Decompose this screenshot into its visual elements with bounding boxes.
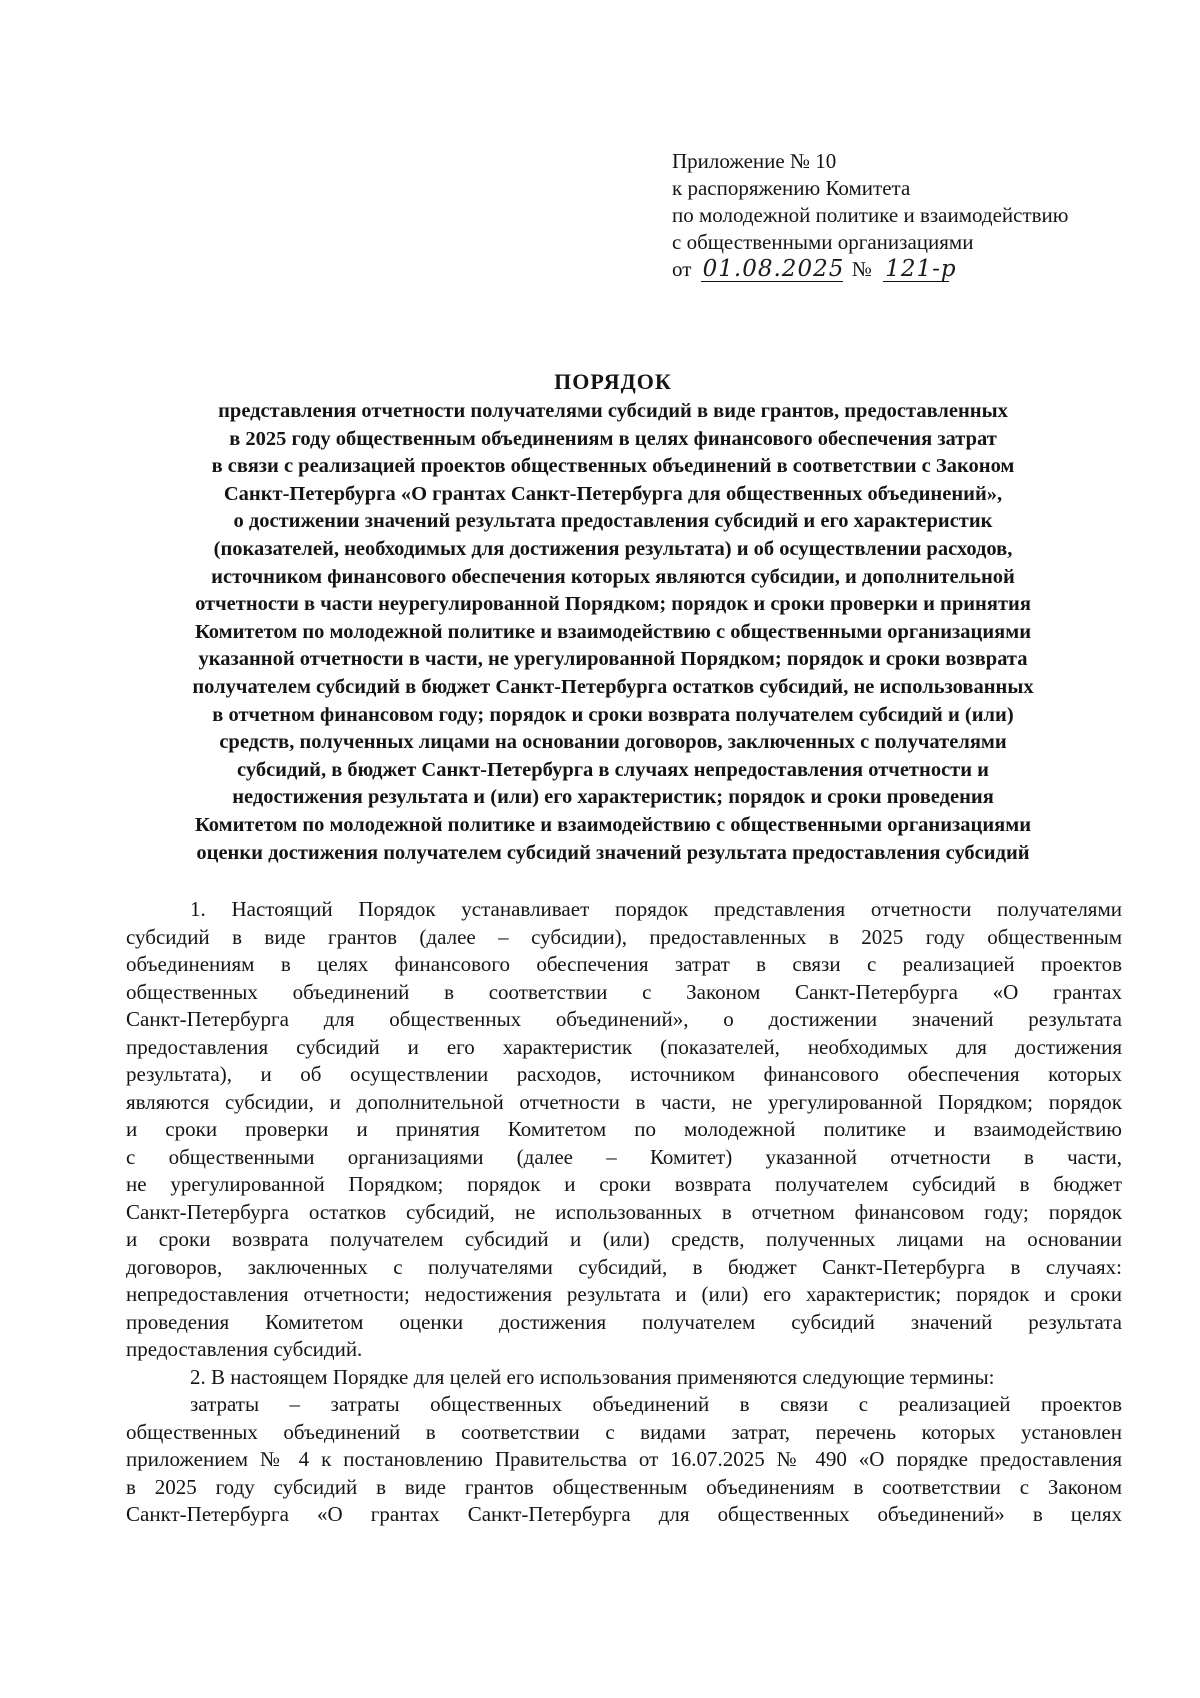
paragraph-1-line: общественных объединений в соответствии с Законом Санкт-Петербурга «О грантах [126,979,1122,1004]
appendix-line-1: Приложение № 10 [672,149,837,173]
paragraph-1-line: субсидий в виде грантов (далее – субсидии), предоставленных в 2025 году общественным [126,924,1122,949]
title-line: оценки достижения получателем субсидий значений результата предоставления субсидий [196,841,1030,864]
paragraph-1-line: проведения Комитетом оценки достижения получателем субсидий значений результата [126,1309,1122,1334]
title-line: указанной отчетности в части, не урегулированной Порядком; порядок и сроки возврата [198,648,1028,671]
title-line: Комитетом по молодежной политике и взаимодействию с общественными организациями [194,813,1032,836]
paragraph-1-line: договоров, заключенных с получателями субсидий, в бюджет Санкт-Петербурга в случаях: [126,1254,1122,1279]
title-line: в связи с реализацией проектов общественных объединений в соответствии с Законом [211,455,1015,478]
title-line: представления отчетности получателями субсидий в виде грантов, предоставленных [218,400,1008,422]
paragraph-3-line: Санкт-Петербурга «О грантах Санкт-Петербурга для общественных объединений» в целях [126,1502,1122,1526]
title-line: недостижения результата и (или) его характеристик; порядок и сроки проведения [232,786,994,809]
paragraph-3-line: в 2025 году субсидий в виде грантов общественным объединениям в соответствии с Законом [126,1474,1122,1499]
title-line: Санкт-Петербурга «О грантах Санкт-Петербурга для общественных объединений», [223,482,1003,505]
paragraph-1-line: Санкт-Петербурга остатков субсидий, не использованных в отчетном финансовом году; порядок [126,1199,1122,1224]
from-label: от [672,257,692,281]
paragraph-1-line: предоставления субсидий и его характеристик (показателей, необходимых для достижения [126,1034,1122,1059]
title-line: в 2025 году общественным объединениям в целях финансового обеспечения затрат [229,427,997,450]
paragraph-3-line: приложением № 4 к постановлению Правительства от 16.07.2025 № 490 «О порядке предоставления [126,1447,1122,1471]
paragraph-1-line: являются субсидии, и дополнительной отчетности в части, не урегулированной Порядком; порядок [126,1089,1122,1114]
handwritten-number: 121-р [885,256,957,282]
paragraph-3-line: общественных объединений в соответствии с видами затрат, перечень которых установлен [126,1419,1122,1444]
title-line: субсидий, в бюджет Санкт-Петербурга в случаях непредоставления отчетности и [237,758,989,781]
paragraph-1-line: непредоставления отчетности; недостижения результата и (или) его характеристик; порядок и сроки [126,1282,1122,1306]
appendix-line-4: с общественными организациями [672,230,974,254]
title-line: о достижении значений результата предоставления субсидий и его характеристик [233,510,993,533]
appendix-block [672,148,1142,283]
document-body [126,896,1122,1529]
title-line: в отчетном финансовом году; порядок и сроки возврата получателем субсидий и (или) [212,703,1014,726]
document-title-block [118,368,1108,867]
title-line: источником финансового обеспечения которых являются субсидии, и дополнительной [211,565,1015,588]
number-label: № [851,257,872,281]
paragraph-1-line: результата), и об осуществлении расходов, источником финансового обеспечения которых [126,1062,1122,1086]
paragraph-1-line: с общественными организациями (далее – Комитет) указанной отчетности в части, [126,1144,1122,1169]
title-line: получателем субсидий в бюджет Санкт-Петербурга остатков субсидий, не использованных [192,675,1034,698]
appendix-line-3: по молодежной политике и взаимодействию [672,203,1069,227]
paragraph-1-last-line: предоставления субсидий. [126,1337,363,1361]
paragraph-1-line: и сроки проверки и принятия Комитетом по молодежной политике и взаимодействию [126,1117,1122,1141]
document-heading: ПОРЯДОК [554,369,672,394]
title-line: (показателей, необходимых для достижения результата) и об осуществлении расходов, [213,537,1013,560]
paragraph-1-line: Санкт-Петербурга для общественных объединений», о достижении значений результата [126,1007,1122,1031]
title-line: отчетности в части неурегулированной Порядком; порядок и сроки проверки и принятия [195,593,1031,616]
paragraph-1-line: не урегулированной Порядком; порядок и сроки возврата получателем субсидий в бюджет [126,1172,1122,1196]
paragraph-3-line: затраты – затраты общественных объединений в связи с реализацией проектов [190,1392,1122,1416]
title-line: Комитетом по молодежной политике и взаимодействию с общественными организациями [194,620,1032,643]
appendix-line-2: к распоряжению Комитета [672,176,911,200]
paragraph-2-line: 2. В настоящем Порядке для целей его использования применяются следующие термины: [190,1364,995,1389]
paragraph-1-line: объединениям в целях финансового обеспечения затрат в связи с реализацией проектов [126,952,1122,976]
title-line: средств, полученных лицами на основании договоров, заключенных с получателями [219,731,1007,754]
appendix-date-line [672,256,1142,283]
paragraph-1-line: 1. Настоящий Порядок устанавливает порядок представления отчетности получателями [190,897,1122,921]
paragraph-1-line: и сроки возврата получателем субсидий и (или) средств, полученных лицами на основании [126,1227,1122,1251]
handwritten-date: 01.08.2025 [702,256,845,282]
